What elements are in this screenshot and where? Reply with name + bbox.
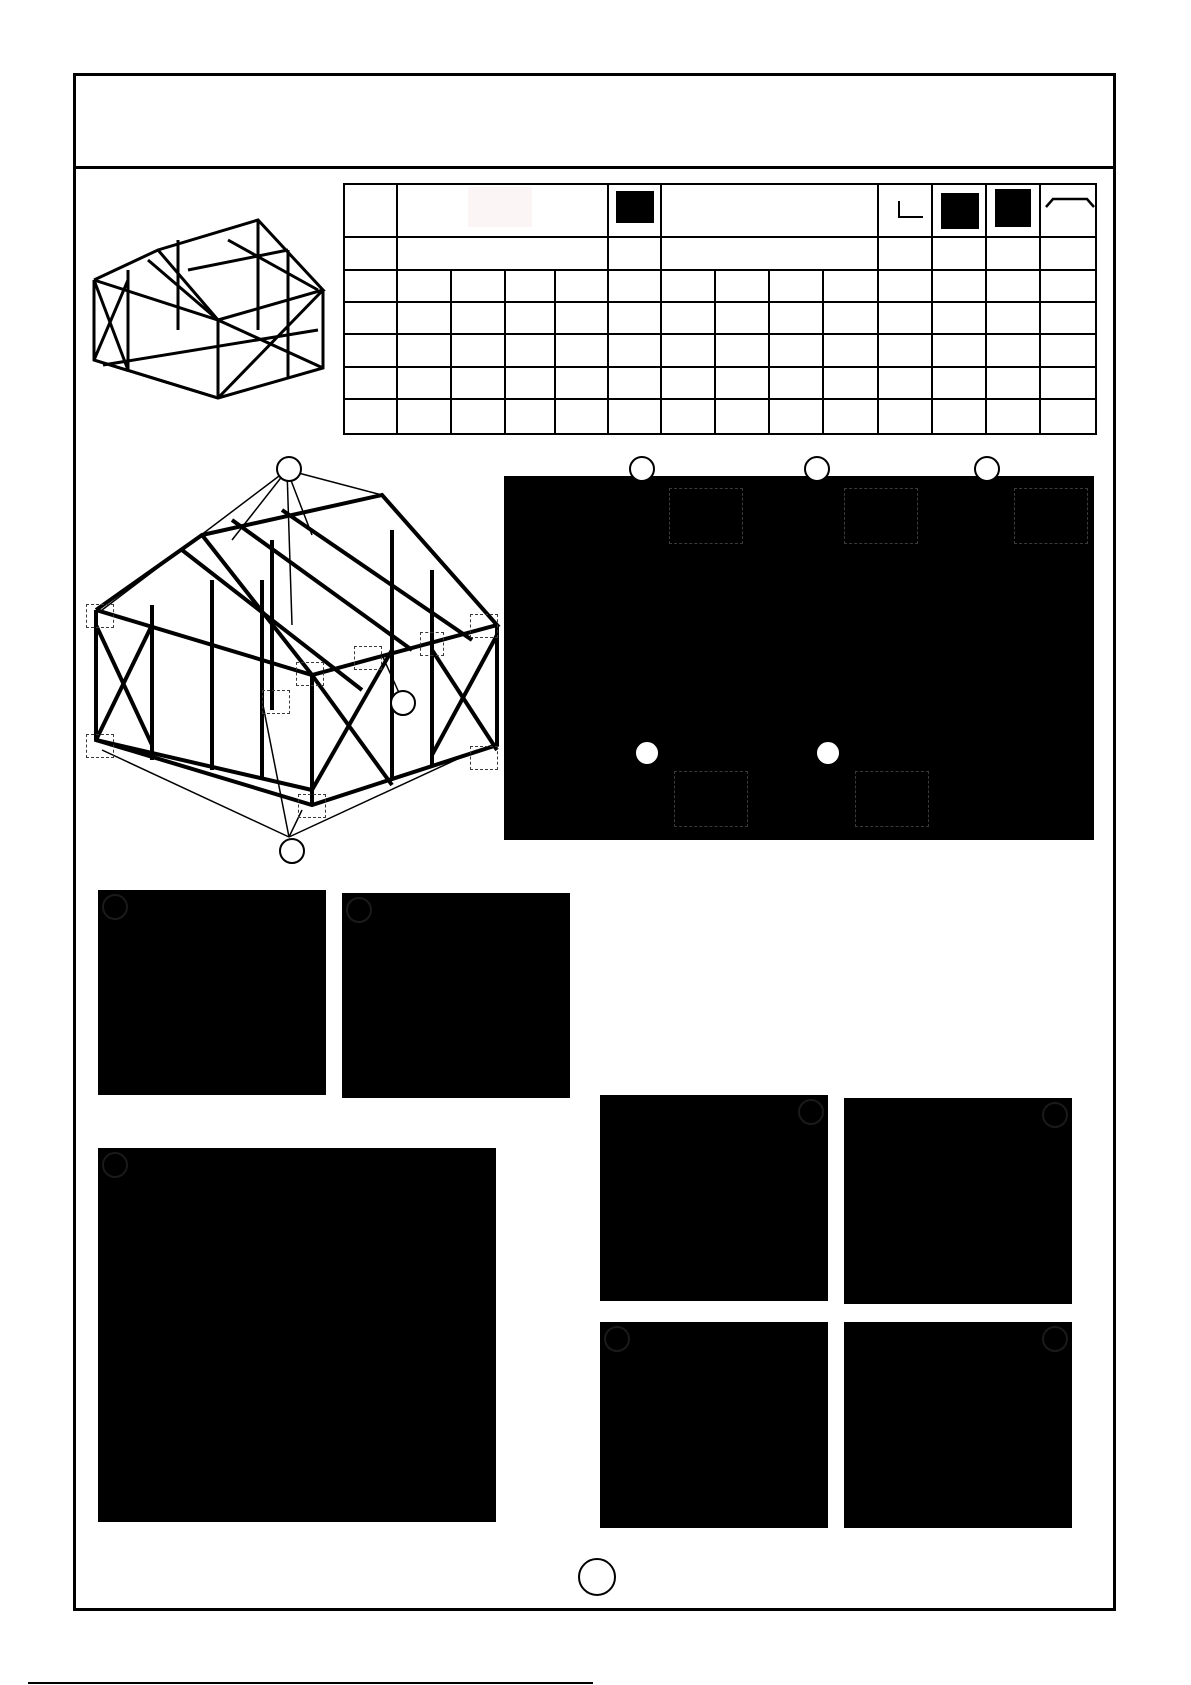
frame-profile-black-icon xyxy=(616,191,654,223)
detail-highlight-box xyxy=(420,632,444,656)
detail-highlight-box xyxy=(470,614,498,638)
photo-panel-3 xyxy=(98,1148,496,1522)
detail-highlight-box xyxy=(298,794,326,818)
detail-highlight-box xyxy=(86,604,114,628)
photo-panel-7 xyxy=(844,1322,1072,1528)
detail-highlight-box xyxy=(262,690,290,714)
header-divider xyxy=(73,166,1116,169)
bottom-rule xyxy=(28,1682,593,1684)
photo-panel-4 xyxy=(600,1095,828,1301)
photo-panel-marker xyxy=(346,897,372,923)
ridge-cap-icon xyxy=(1046,199,1094,207)
detail-highlight-box xyxy=(470,746,498,770)
greenhouse-overview-drawing xyxy=(82,450,502,870)
black-square-small-icon xyxy=(995,189,1031,227)
angle-bracket-icon xyxy=(899,201,923,217)
detail-zoom-box xyxy=(855,771,929,827)
detail-zoom-box xyxy=(674,771,748,827)
callout-detail-3 xyxy=(974,456,1000,482)
detail-zoom-box xyxy=(1014,488,1088,544)
photo-panel-marker xyxy=(1042,1326,1068,1352)
detail-highlight-box xyxy=(296,662,324,686)
photo-panel-marker xyxy=(102,894,128,920)
photo-panel-marker xyxy=(604,1326,630,1352)
callout-detail-1 xyxy=(629,456,655,482)
detail-zoom-box xyxy=(669,488,743,544)
photo-panel-6 xyxy=(600,1322,828,1528)
greenhouse-thumbnail xyxy=(88,210,328,400)
callout-overview-top xyxy=(276,456,302,482)
photo-panel-5 xyxy=(844,1098,1072,1304)
callout-detail-2 xyxy=(804,456,830,482)
photo-panel-marker xyxy=(1042,1102,1068,1128)
page-title xyxy=(90,95,1090,135)
detail-highlight-box xyxy=(86,734,114,758)
photo-panel-marker xyxy=(102,1152,128,1178)
page-number xyxy=(578,1558,616,1596)
photo-panel-1 xyxy=(98,890,326,1095)
parts-table xyxy=(343,183,1097,435)
photo-panel-2 xyxy=(342,893,570,1098)
photo-panel-marker xyxy=(798,1099,824,1125)
detail-zoom-box xyxy=(844,488,918,544)
detail-highlight-box xyxy=(354,646,382,670)
detail-photo-panel xyxy=(504,476,1094,840)
frame-profile-red-icon xyxy=(468,187,532,227)
callout-overview-bottom xyxy=(279,838,305,864)
callout-detail-5 xyxy=(815,740,841,766)
callout-overview-right xyxy=(390,690,416,716)
callout-detail-4 xyxy=(634,740,660,766)
black-square-icon xyxy=(941,193,979,229)
